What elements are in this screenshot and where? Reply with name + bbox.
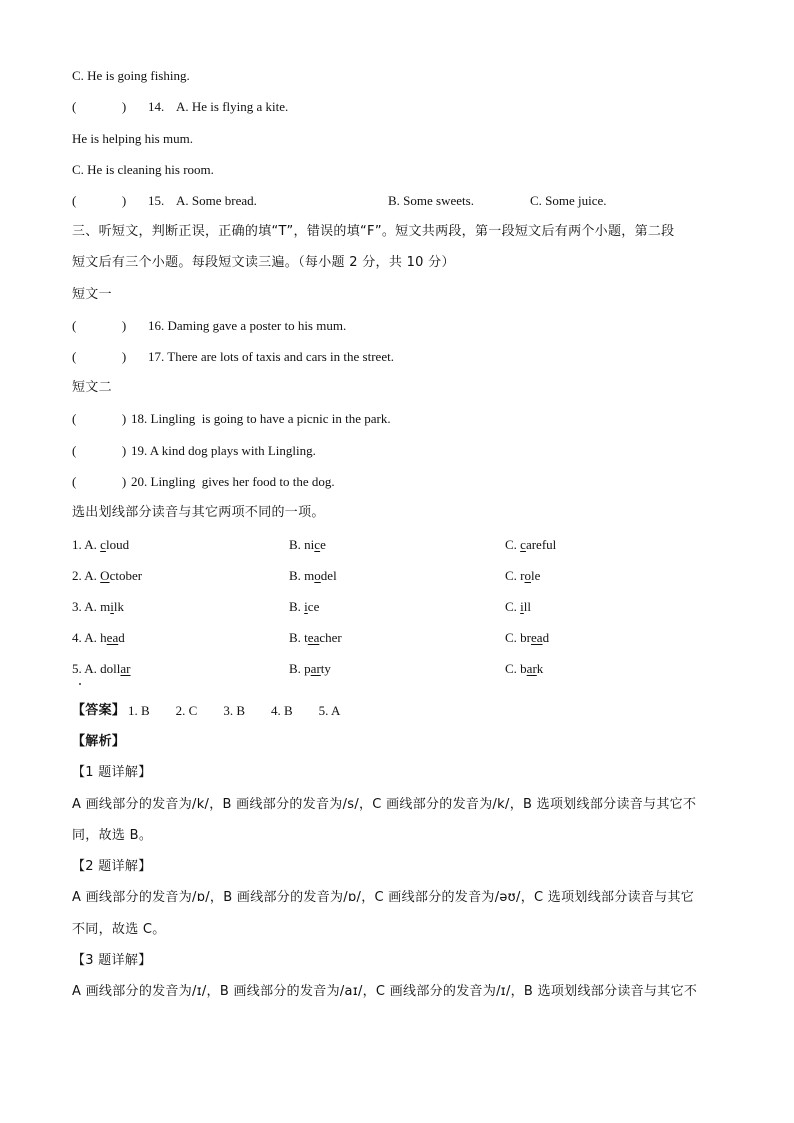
q16-statement: 16. Daming gave a poster to his mum. <box>148 318 347 333</box>
phonics-q1-option-b <box>289 536 326 554</box>
detail-2-line1: A 画线部分的发音为/ɒ/，B 画线部分的发音为/ɒ/，C 画线部分的发音为/əʊ/，C 选项划线部分读音与其它 <box>72 890 695 905</box>
word-before-underline: m <box>100 599 111 614</box>
word-after-underline: loud <box>105 537 130 552</box>
detail-2-line2: 不同，故选 C。 <box>72 922 166 937</box>
option-prefix: 4. A. <box>72 630 101 645</box>
q16-answer-blank: ( ) <box>72 318 127 333</box>
underlined-letters: ar <box>310 661 321 676</box>
q14-option-c: C. He is cleaning his room. <box>72 162 214 177</box>
option-prefix: B. <box>289 568 305 583</box>
detail-2-title: 【2 题详解】 <box>72 859 152 874</box>
option-prefix: C. <box>505 537 521 552</box>
underlined-letters: c <box>520 537 526 552</box>
word-after-underline: ctober <box>109 568 143 583</box>
word-before-underline: b <box>520 661 527 676</box>
word-after-underline: k <box>536 661 544 676</box>
passage1-label: 短文一 <box>72 287 112 302</box>
word-before-underline: ni <box>304 537 315 552</box>
phonics-q4-option-c <box>505 629 549 647</box>
section3-instruction-line2: 短文后有三个小题。每段短文读三遍。（每小题 2 分，共 10 分） <box>72 255 455 270</box>
option-prefix: B. <box>289 661 305 676</box>
word-after-underline: d <box>118 630 125 645</box>
q15-option-b: B. Some sweets. <box>388 193 474 208</box>
phonics-q4-option-a <box>72 629 125 647</box>
word-after-underline: cher <box>319 630 342 645</box>
option-prefix: B. <box>289 599 305 614</box>
q15-option-a: A. Some bread. <box>176 193 257 208</box>
word-after-underline: d <box>542 630 550 645</box>
word-before-underline: r <box>520 568 525 583</box>
phonics-q1-option-c <box>505 536 556 554</box>
answer-key: 1. B 2. C 3. B 4. B 5. A <box>128 703 341 718</box>
phonics-q4-option-b <box>289 629 342 647</box>
q15-number: 15. <box>148 193 165 208</box>
phonics-q2-option-c <box>505 567 540 585</box>
underlined-letters: o <box>524 568 532 583</box>
word-after-underline: ll <box>523 599 532 614</box>
word-after-underline: e <box>320 537 326 552</box>
underlined-letters: o <box>314 568 321 583</box>
word-before-underline: doll <box>100 661 121 676</box>
passage2-label: 短文二 <box>72 380 112 395</box>
detail-3-line1: A 画线部分的发音为/ɪ/，B 画线部分的发音为/aɪ/，C 画线部分的发音为/ɪ/，B 选项划线部分读音与其它不 <box>72 984 698 999</box>
option-prefix: B. <box>289 537 305 552</box>
word-before-underline: m <box>304 568 315 583</box>
q19-statement: 19. A kind dog plays with Lingling. <box>131 443 316 458</box>
q17-answer-blank: ( ) <box>72 349 127 364</box>
q19-answer-blank: ( ) <box>72 443 127 458</box>
underlined-letters: i <box>304 599 308 614</box>
underlined-letters: ar <box>120 661 131 676</box>
phonics-q3-option-a <box>72 598 124 616</box>
option-prefix: C. <box>505 630 521 645</box>
underlined-letters: i <box>110 599 114 614</box>
phonics-instruction: 选出划线部分读音与其它两项不同的一项。 <box>72 505 325 520</box>
word-after-underline: lk <box>113 599 125 614</box>
word-after-underline: del <box>320 568 337 583</box>
q14-option-a: A. He is flying a kite. <box>176 99 289 114</box>
detail-3-title: 【3 题详解】 <box>72 953 152 968</box>
underlined-letters: c <box>314 537 321 552</box>
q14-answer-blank: ( ) <box>72 99 127 114</box>
q15-answer-blank: ( ) <box>72 193 127 208</box>
q14-option-b: He is helping his mum. <box>72 131 193 146</box>
option-prefix: B. <box>289 630 305 645</box>
option-prefix: 2. A. <box>72 568 101 583</box>
word-before-underline: h <box>100 630 107 645</box>
stray-dot <box>79 683 81 685</box>
underlined-letters: i <box>520 599 524 614</box>
word-after-underline: areful <box>525 537 557 552</box>
word-after-underline: ty <box>320 661 331 676</box>
q18-statement: 18. Lingling is going to have a picnic in the park. <box>131 411 391 426</box>
word-after-underline: ce <box>307 599 320 614</box>
underlined-letters: ea <box>307 630 320 645</box>
answer-label: 【答案】 <box>72 703 126 718</box>
detail-1-line1: A 画线部分的发音为/k/，B 画线部分的发音为/s/，C 画线部分的发音为/k/，B 选项划线部分读音与其它不 <box>72 797 697 812</box>
phonics-q2-option-a <box>72 567 142 585</box>
section3-instruction-line1: 三、听短文，判断正误，正确的填“T”，错误的填“F”。短文共两段，第一段短文后有两个小题，第二段 <box>72 224 675 239</box>
option-prefix: 5. A. <box>72 661 101 676</box>
q20-answer-blank: ( ) <box>72 474 127 489</box>
detail-1-line2: 同，故选 B。 <box>72 828 153 843</box>
phonics-q5-option-a <box>72 660 131 678</box>
analysis-label: 【解析】 <box>72 734 126 749</box>
option-prefix: C. <box>505 599 521 614</box>
q13-option-c: C. He is going fishing. <box>72 68 190 83</box>
q18-answer-blank: ( ) <box>72 411 127 426</box>
phonics-q2-option-b <box>289 567 337 585</box>
underlined-letters: O <box>100 568 110 583</box>
q17-statement: 17. There are lots of taxis and cars in the street. <box>148 349 394 364</box>
phonics-q5-option-b <box>289 660 331 678</box>
underlined-letters: ea <box>106 630 119 645</box>
q20-statement: 20. Lingling gives her food to the dog. <box>131 474 335 489</box>
phonics-q3-option-b <box>289 598 319 616</box>
underlined-letters: ar <box>526 661 537 676</box>
underlined-letters: c <box>100 537 106 552</box>
option-prefix: C. <box>505 568 521 583</box>
phonics-q5-option-c <box>505 660 543 678</box>
underlined-letters: ea <box>531 630 543 645</box>
option-prefix: 3. A. <box>72 599 101 614</box>
word-before-underline: t <box>304 630 308 645</box>
q14-number: 14. <box>148 99 165 114</box>
word-after-underline: le <box>531 568 541 583</box>
word-before-underline: br <box>520 630 532 645</box>
detail-1-title: 【1 题详解】 <box>72 765 152 780</box>
option-prefix: 1. A. <box>72 537 101 552</box>
word-before-underline: p <box>304 661 311 676</box>
q15-option-c: C. Some juice. <box>530 193 607 208</box>
phonics-q3-option-c <box>505 598 531 616</box>
option-prefix: C. <box>505 661 521 676</box>
phonics-q1-option-a <box>72 536 129 554</box>
